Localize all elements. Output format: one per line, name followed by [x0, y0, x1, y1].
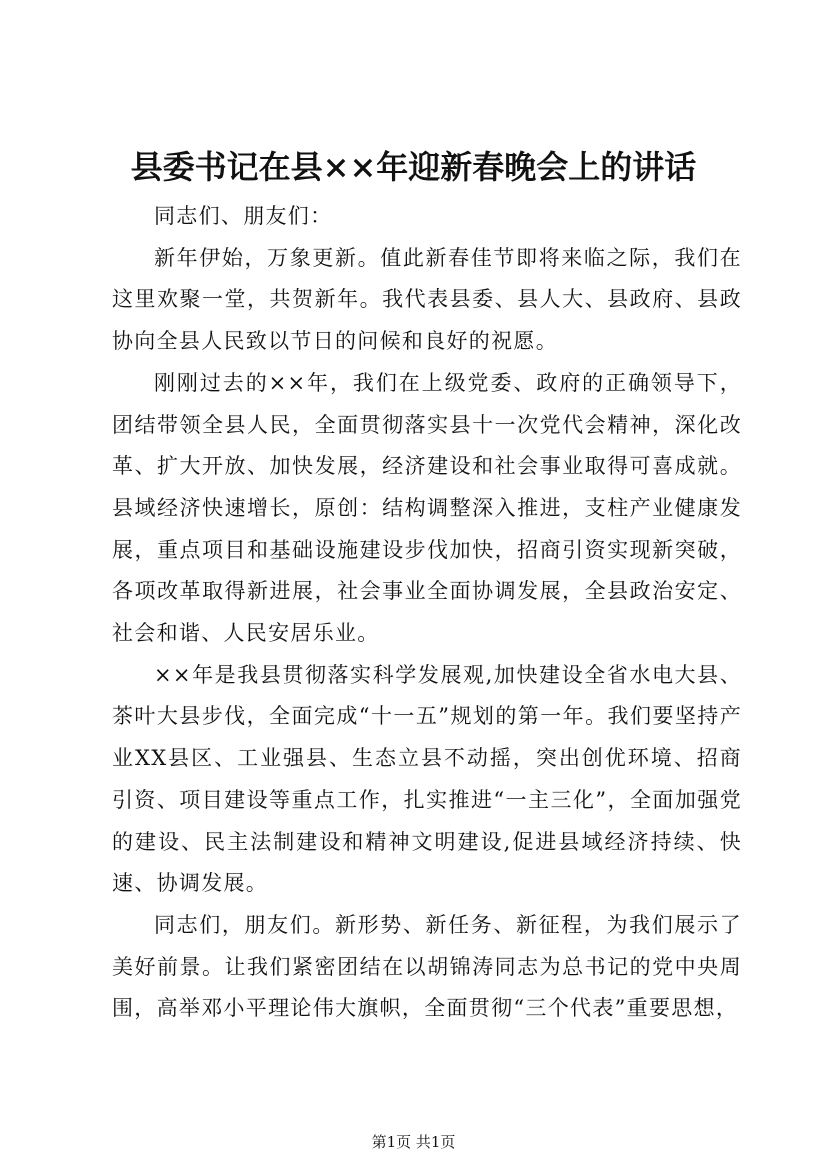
salutation-paragraph: 同志们、朋友们：	[154, 204, 333, 228]
page-number-footer: 第1页 共1页	[371, 1133, 456, 1151]
document-title: 县委书记在县××年迎新春晚会上的讲话	[130, 148, 697, 186]
document-body	[112, 196, 742, 1030]
body-paragraph: 同志们，朋友们。新形势、新任务、新征程，为我们展示了美好前景。让我们紧密团结在以胡锦涛同志为总书记的党中央周围，高举邓小平理论伟大旗帜，全面贯彻“三个代表”重要思想，	[112, 912, 742, 1021]
body-paragraph: 新年伊始，万象更新。值此新春佳节即将来临之际，我们在这里欢聚一堂，共贺新年。我代表县委、县人大、县政府、县政协向全县人民致以节日的问候和良好的祝愿。	[112, 245, 742, 354]
body-paragraph: ××年是我县贯彻落实科学发展观,加快建设全省水电大县、茶叶大县步伐，全面完成“十一五”规划的第一年。我们要坚持产业XX县区、工业强县、生态立县不动摇，突出创优环境、招商引资、项目建设等重点工作，扎实推进“一主三化”，全面加强党的建设、民主法制建设和精神文明建设,促进县域经济持续、快速、协调发展。	[112, 662, 742, 896]
body-paragraph: 刚刚过去的××年，我们在上级党委、政府的正确领导下，团结带领全县人民，全面贯彻落实县十一次党代会精神，深化改革、扩大开放、加快发展，经济建设和社会事业取得可喜成就。县域经济快速增长，原创：结构调整深入推进，支柱产业健康发展，重点项目和基础设施建设步伐加快，招商引资实现新突破，各项改革取得新进展，社会事业全面协调发展，全县政治安定、社会和谐、人民安居乐业。	[112, 370, 742, 646]
